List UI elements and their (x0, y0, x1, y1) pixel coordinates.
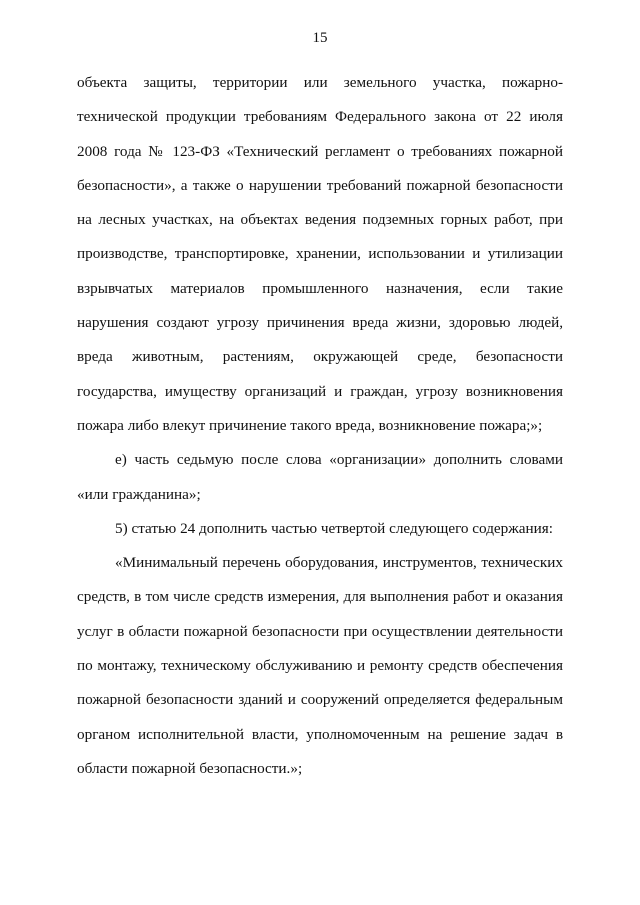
text-line: на лесных участках, на объектах ведения подземных горных работ, при (77, 211, 563, 229)
text-line: средств, в том числе средств измерения, для выполнения работ и оказания (77, 588, 563, 606)
text-line: пожара либо влекут причинение такого вреда, возникновение пожара;»; (77, 416, 543, 434)
text-line: «Минимальный перечень оборудования, инструментов, технических (115, 554, 563, 572)
text-line: 2008 года № 123-ФЗ «Технический регламент о требованиях пожарной (77, 142, 563, 160)
text-line: 5) статью 24 дополнить частью четвертой следующего содержания: (115, 519, 553, 537)
text-line: производстве, транспортировке, хранении, использовании и утилизации (77, 245, 563, 263)
text-line: «или гражданина»; (77, 485, 201, 503)
text-line: вреда животным, растениям, окружающей среде, безопасности (77, 348, 563, 366)
text-line: государства, имуществу организаций и граждан, угрозу возникновения (77, 382, 563, 400)
text-line: нарушения создают угрозу причинения вреда жизни, здоровью людей, (77, 314, 563, 332)
text-line: области пожарной безопасности.»; (77, 759, 303, 777)
text-line: технической продукции требованиям Федерального закона от 22 июля (77, 108, 563, 126)
document-body (77, 66, 563, 786)
text-line: пожарной безопасности зданий и сооружений определяется федеральным (77, 691, 563, 709)
text-line: безопасности», а также о нарушении требований пожарной безопасности (77, 176, 563, 194)
text-line: взрывчатых материалов промышленного назначения, если такие (77, 279, 563, 297)
text-line: по монтажу, техническому обслуживанию и ремонту средств обеспечения (77, 657, 563, 675)
text-line: органом исполнительной власти, уполномоченным на решение задач в (77, 725, 563, 743)
text-line: объекта защиты, территории или земельного участка, пожарно- (77, 74, 563, 91)
page-number: 15 (312, 30, 328, 46)
text-line: е) часть седьмую после слова «организации» дополнить словами (115, 451, 563, 469)
text-line: услуг в области пожарной безопасности при осуществлении деятельности (77, 622, 563, 640)
